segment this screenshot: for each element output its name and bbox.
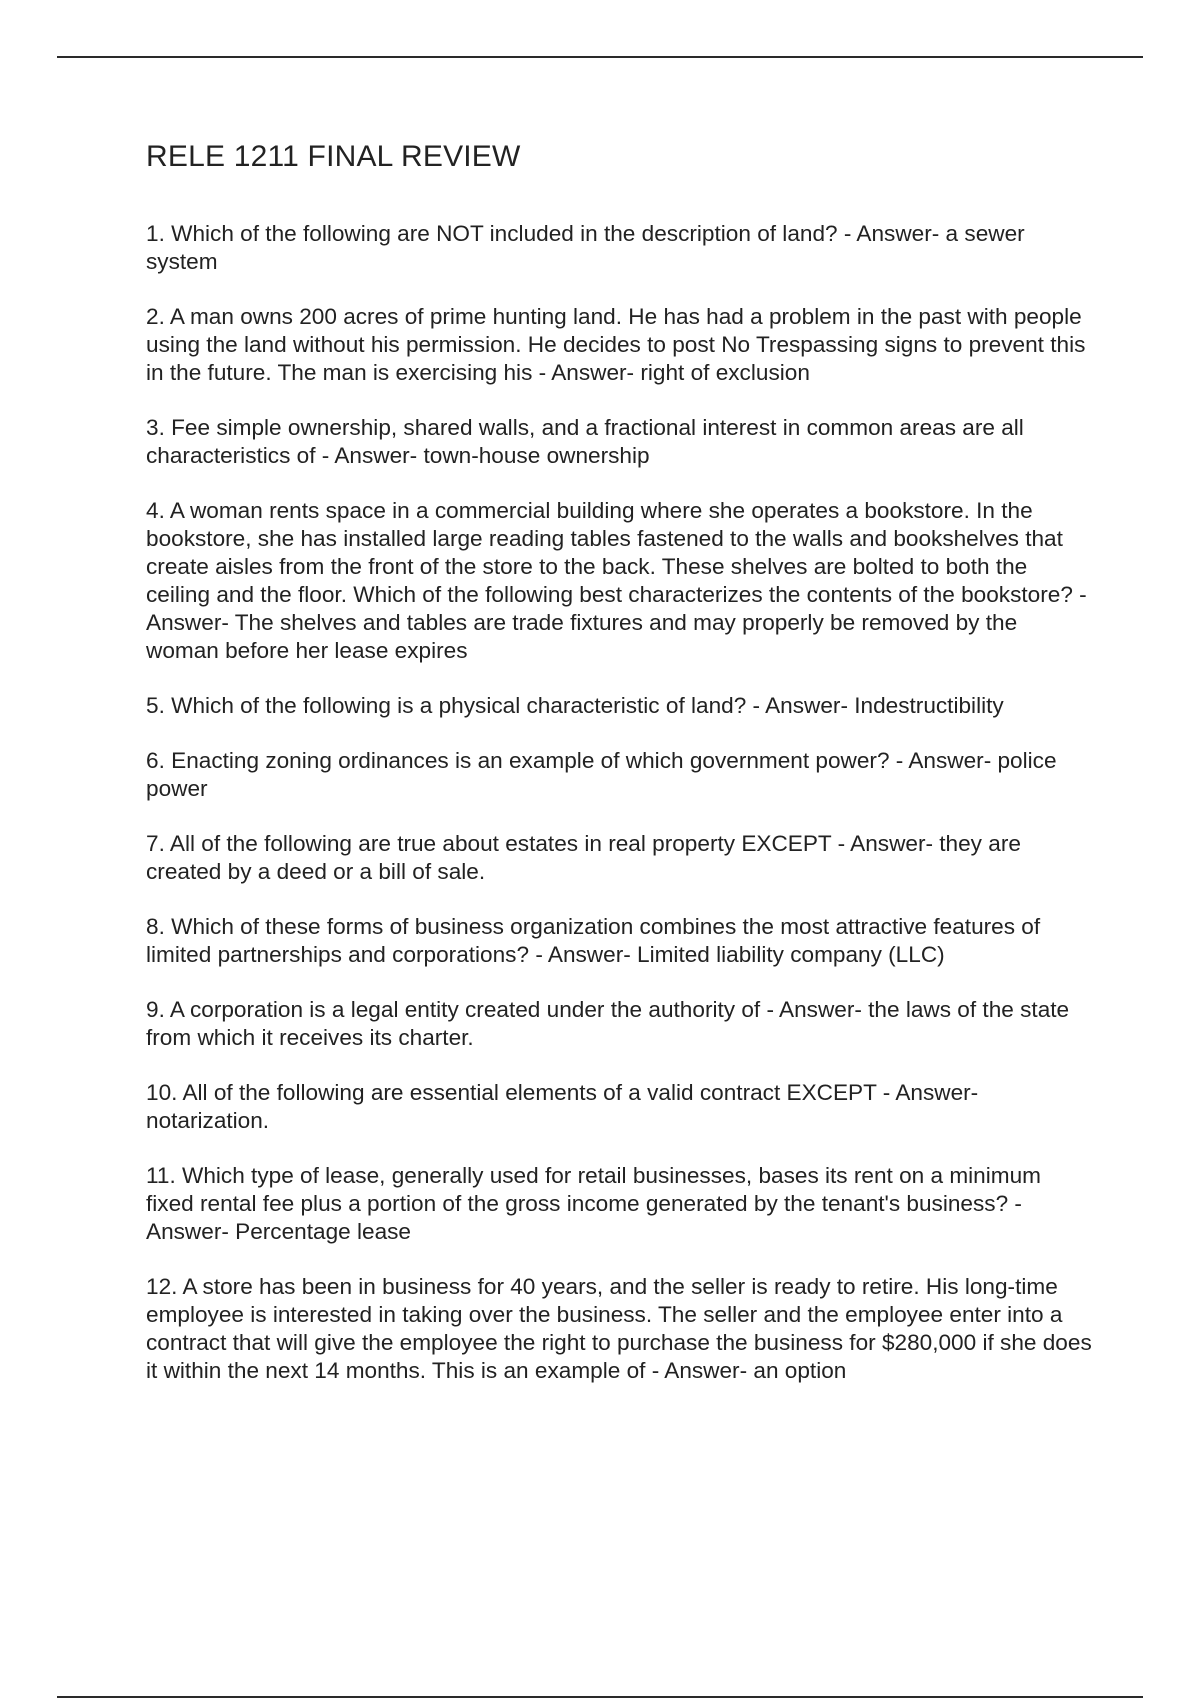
page-title: RELE 1211 FINAL REVIEW (146, 140, 521, 173)
question-item-11: 11. Which type of lease, generally used for retail businesses, bases its rent on a minimum fixed rental fee plus a portion of the gross income generated by the tenant's business? - Answer- Percentage lease (146, 1163, 1041, 1244)
top-divider (57, 56, 1143, 58)
document-page (146, 140, 1094, 1412)
question-item-6: 6. Enacting zoning ordinances is an example of which government power? - Answer- police power (146, 748, 1057, 801)
question-list (146, 220, 1094, 1385)
question-item-5: 5. Which of the following is a physical characteristic of land? - Answer- Indestructibility (146, 693, 1004, 718)
question-item-4: 4. A woman rents space in a commercial building where she operates a bookstore. In the bookstore, she has installed large reading tables fastened to the walls and bookshelves that create aisles from the front of the store to the back. These shelves are bolted to both the ceiling and the floor. Which of the following best characterizes the contents of the bookstore? - Answer- The shelves and tables are trade fixtures and may properly be removed by the woman before her lease expires (146, 498, 1087, 663)
question-item-8: 8. Which of these forms of business organization combines the most attractive features of limited partnerships and corporations? - Answer- Limited liability company (LLC) (146, 914, 1041, 967)
question-item-10: 10. All of the following are essential elements of a valid contract EXCEPT - Answer- notarization. (146, 1080, 979, 1133)
question-item-12: 12. A store has been in business for 40 years, and the seller is ready to retire. His long-time employee is interested in taking over the business. The seller and the employee enter into a contract that will give the employee the right to purchase the business for $280,000 if she does it within the next 14 months. This is an example of - Answer- an option (146, 1274, 1092, 1383)
question-item-9: 9. A corporation is a legal entity created under the authority of - Answer- the laws of the state from which it receives its charter. (146, 997, 1070, 1050)
question-item-1: 1. Which of the following are NOT included in the description of land? - Answer- a sewer system (146, 221, 1025, 274)
question-item-3: 3. Fee simple ownership, shared walls, and a fractional interest in common areas are all characteristics of - Answer- town-house ownership (146, 415, 1024, 468)
bottom-divider (57, 1696, 1143, 1698)
question-item-7: 7. All of the following are true about estates in real property EXCEPT - Answer- they are created by a deed or a bill of sale. (146, 831, 1021, 884)
question-item-2: 2. A man owns 200 acres of prime hunting land. He has had a problem in the past with people using the land without his permission. He decides to post No Trespassing signs to prevent this in the future. The man is exercising his - Answer- right of exclusion (146, 304, 1086, 385)
